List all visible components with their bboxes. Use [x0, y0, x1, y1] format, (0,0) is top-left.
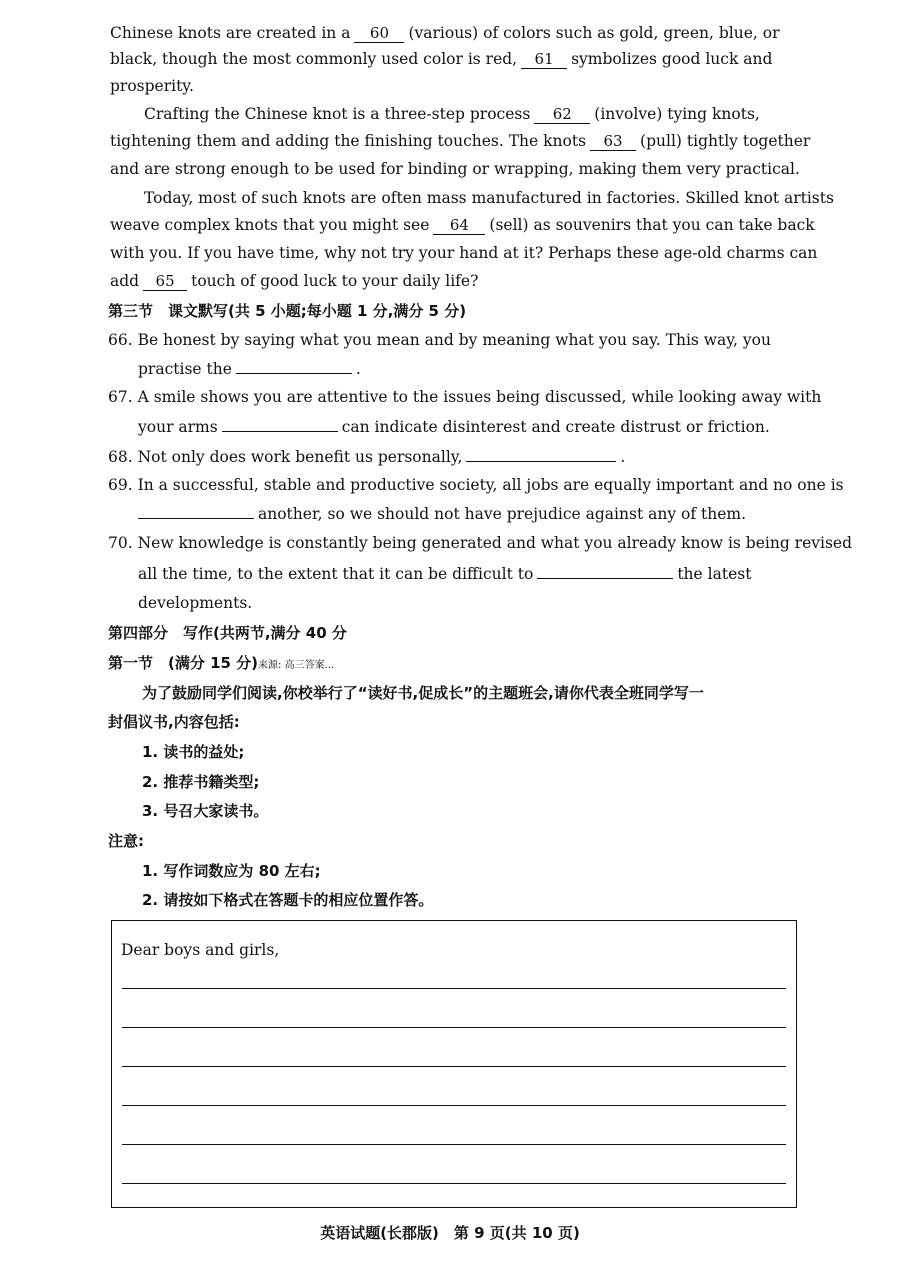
note-item: 2. 请按如下格式在答题卡的相应位置作答。 [142, 891, 434, 909]
passage-text: add [110, 272, 140, 290]
blank-62[interactable]: 62 [534, 105, 590, 124]
question-68 [108, 446, 625, 468]
blank-64[interactable]: 64 [433, 216, 485, 235]
question-text: practise the [138, 360, 232, 378]
task-intro: 为了鼓励同学们阅读,你校举行了“读好书,促成长”的主题班会,请你代表全班同学写一 [142, 684, 704, 702]
passage-line [110, 48, 772, 70]
passage-text: (various) of colors such as gold, green, blue, or [408, 24, 780, 42]
section-heading [108, 652, 334, 677]
blank-61[interactable]: 61 [521, 50, 567, 69]
question-67 [108, 386, 821, 408]
passage-line: prosperity. [110, 77, 194, 95]
question-number: 69. [108, 476, 133, 494]
writing-line[interactable] [122, 988, 786, 989]
question-text: . [355, 360, 361, 378]
passage-text: Crafting the Chinese knot is a three-step process [144, 105, 531, 123]
question-69-line2 [138, 503, 746, 525]
question-text: all the time, to the extent that it can be difficult to [138, 565, 534, 583]
question-69 [108, 474, 844, 496]
question-number: 70. [108, 534, 133, 552]
question-text: the latest [677, 565, 752, 583]
section-title: 第一节 (满分 15 分) [108, 654, 259, 672]
question-text: can indicate disinterest and create distrust or friction. [341, 418, 770, 436]
question-70-line2 [138, 563, 751, 585]
question-text: Be honest by saying what you mean and by meaning what you say. This way, you [137, 331, 771, 349]
question-70 [108, 532, 852, 554]
question-text: Not only does work benefit us personally, [137, 448, 463, 466]
answer-blank-66[interactable] [236, 373, 352, 374]
source-note: 来源: 高三答案... [258, 660, 335, 671]
writing-line[interactable] [122, 1144, 786, 1145]
question-text: New knowledge is constantly being generated and what you already know is being revised [137, 534, 853, 552]
passage-text: touch of good luck to your daily life? [191, 272, 479, 290]
writing-line[interactable] [122, 1066, 786, 1067]
passage-line [144, 103, 760, 125]
passage-line: with you. If you have time, why not try your hand at it? Perhaps these age-old charms can [110, 244, 818, 262]
passage-text: tightening them and adding the finishing touches. The knots [110, 132, 587, 150]
part-heading: 第四部分 写作(共两节,满分 40 分 [108, 624, 347, 642]
question-text: your arms [138, 418, 218, 436]
passage-text: (involve) tying knots, [594, 105, 760, 123]
question-text: another, so we should not have prejudice against any of them. [258, 505, 747, 523]
answer-blank-69[interactable] [138, 518, 254, 519]
writing-line[interactable] [122, 1027, 786, 1028]
question-number: 67. [108, 388, 133, 406]
blank-60[interactable]: 60 [354, 24, 404, 43]
passage-text: (pull) tightly together [640, 132, 811, 150]
answer-blank-67[interactable] [222, 431, 338, 432]
passage-text: Chinese knots are created in a [110, 24, 351, 42]
passage-line: Today, most of such knots are often mass manufactured in factories. Skilled knot artists [144, 189, 834, 207]
passage-text: black, though the most commonly used color is red, [110, 50, 518, 68]
question-text: A smile shows you are attentive to the issues being discussed, while looking away with [137, 388, 822, 406]
answer-box [111, 920, 797, 1208]
question-66-line2 [138, 358, 361, 380]
question-text: . [620, 448, 626, 466]
writing-line[interactable] [122, 1105, 786, 1106]
question-number: 66. [108, 331, 133, 349]
note-title: 注意: [108, 832, 144, 850]
passage-line [110, 214, 815, 236]
passage-text: symbolizes good luck and [571, 50, 773, 68]
answer-blank-70[interactable] [537, 578, 673, 579]
letter-greeting: Dear boys and girls, [121, 941, 280, 959]
answer-blank-68[interactable] [466, 461, 616, 462]
question-66 [108, 329, 771, 351]
page-footer: 英语试题(长郡版) 第 9 页(共 10 页) [320, 1224, 580, 1242]
passage-line: and are strong enough to be used for binding or wrapping, making them very practical. [110, 160, 800, 178]
task-item: 1. 读书的益处; [142, 743, 245, 761]
passage-line [110, 270, 478, 292]
writing-line[interactable] [122, 1183, 786, 1184]
task-item: 3. 号召大家读书。 [142, 802, 269, 820]
section-heading: 第三节 课文默写(共 5 小题;每小题 1 分,满分 5 分) [108, 302, 467, 320]
passage-text: (sell) as souvenirs that you can take back [489, 216, 815, 234]
question-number: 68. [108, 448, 133, 466]
note-item: 1. 写作词数应为 80 左右; [142, 862, 321, 880]
question-70-line3: developments. [138, 594, 253, 612]
question-text: In a successful, stable and productive society, all jobs are equally important and no one is [137, 476, 844, 494]
passage-line [110, 22, 786, 44]
passage-line [110, 130, 810, 152]
question-67-line2 [138, 416, 770, 438]
passage-text: weave complex knots that you might see [110, 216, 430, 234]
task-item: 2. 推荐书籍类型; [142, 773, 260, 791]
blank-65[interactable]: 65 [143, 272, 187, 291]
task-intro: 封倡议书,内容包括: [108, 713, 240, 731]
blank-63[interactable]: 63 [590, 132, 636, 151]
